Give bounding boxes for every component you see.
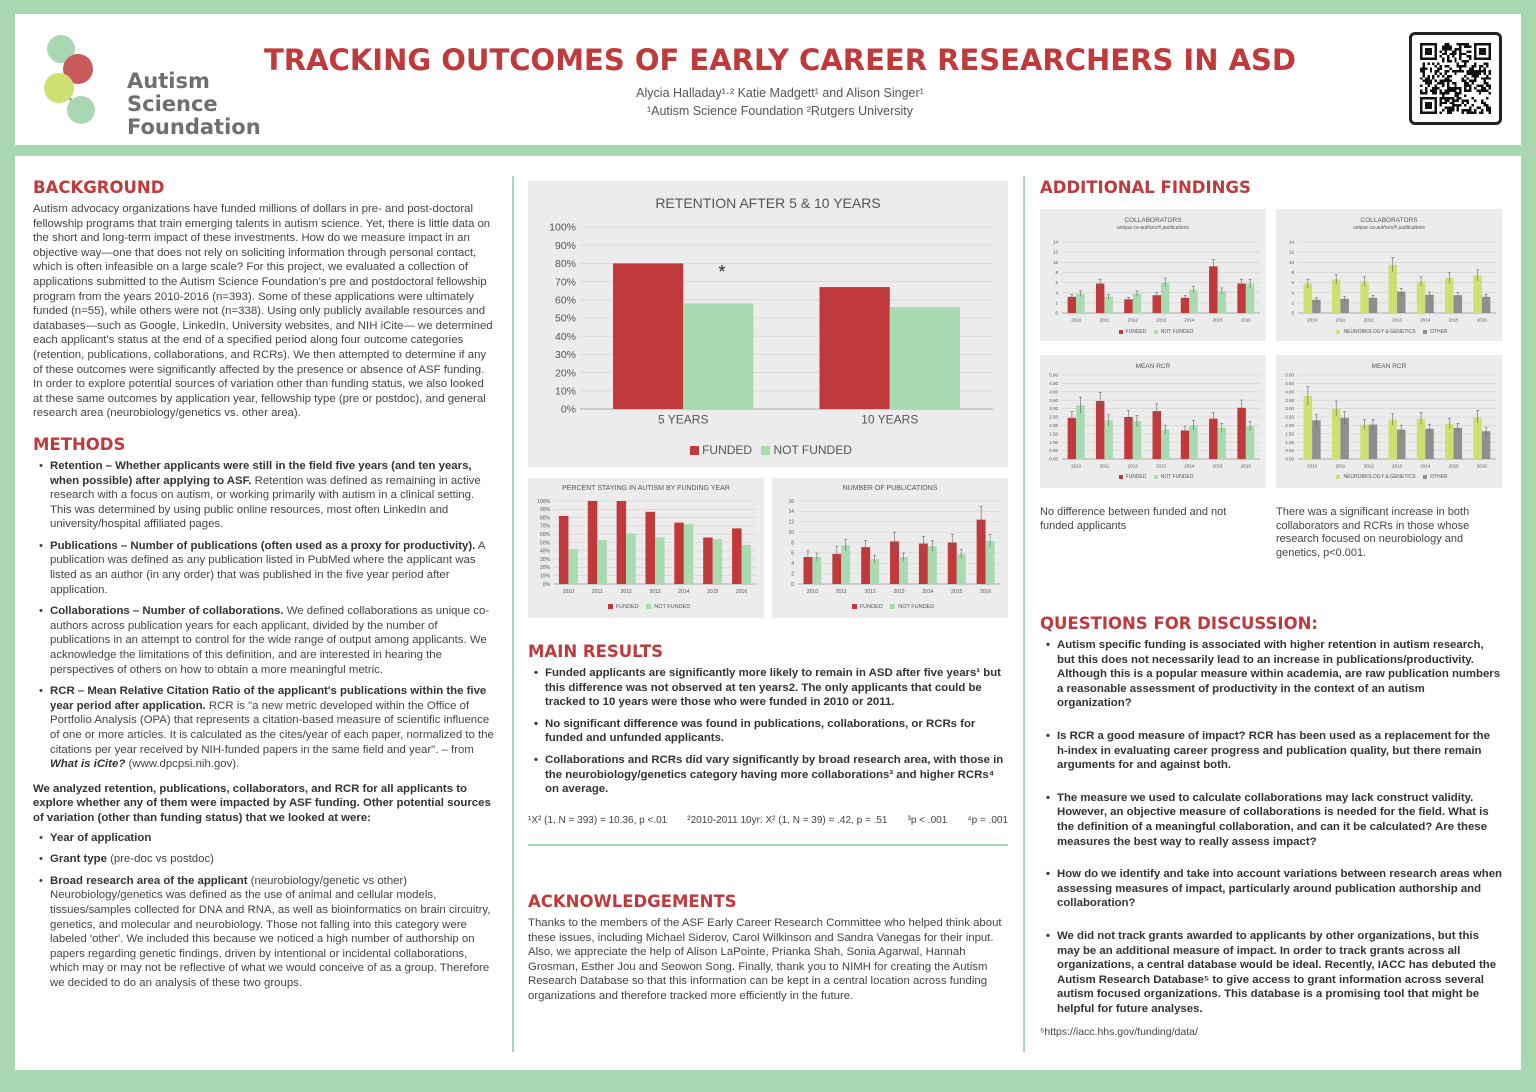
collaborators-area-chart	[1276, 209, 1502, 341]
list-item: • Funded applicants are significantly more likely to remain in ASD after five years¹ but this difference was not observed at ten years2. The only applicants that could be tracked to 10 years were those who were funded in 2010 or 2011.	[528, 666, 1008, 710]
logo-line-3: Foundation	[127, 115, 261, 139]
chart-legend	[1040, 474, 1266, 480]
y-tick-label: 100%	[537, 498, 550, 505]
header-panel	[15, 14, 1521, 145]
right-column	[1040, 156, 1502, 1070]
icite-reference: What is iCite?	[50, 758, 126, 771]
y-tick-label: 2.50	[1285, 414, 1294, 420]
x-tick-label: 2016	[1240, 463, 1251, 469]
y-tick-label: 3.00	[1049, 406, 1058, 412]
main-results-footnotes	[528, 815, 1008, 826]
bar-other-2013	[1397, 430, 1405, 459]
chart-legend	[1040, 329, 1266, 335]
y-tick-label: 2.00	[1285, 422, 1294, 428]
column-divider	[512, 176, 514, 1052]
bar-funded-2013	[1153, 411, 1161, 459]
y-tick-label: 1.00	[1285, 439, 1294, 445]
funded-swatch	[1119, 330, 1123, 334]
source-text: (neurobiology/genetic vs other) Neurobiology/genetics was defined as the use of animal and cellular models, tissues/samples collected for DNA and RNA, as well as bioinformatics on brain circuitry, genetics, and molecular and neurobiology. Those not falling into this category were labeled 'other'. We included this because we noticed a high number of authorship on papers regarding genetic findings, driven by intentional or incidental collaborations, which may or may not be reflective of what we would conceive of as a group. Therefore we decided to do an analysis of these two groups.	[50, 874, 491, 989]
x-tick-label: 2011	[591, 589, 603, 595]
chart-subtitle: unique co-authors/# publications	[1117, 225, 1189, 231]
x-tick-label: 2015	[1448, 317, 1459, 323]
collaborators-funding-chart	[1040, 209, 1266, 341]
y-tick-label: 10	[788, 529, 794, 536]
bar-not-funded-2015	[713, 539, 723, 584]
y-tick-label: 20%	[554, 367, 576, 380]
y-tick-label: 80%	[539, 515, 550, 522]
x-tick-label: 2010	[1071, 317, 1082, 323]
footnote: ³p < .001	[907, 814, 948, 826]
x-tick-label: 2013	[893, 589, 905, 595]
bar-funded-10-years	[820, 287, 890, 409]
y-tick-label: 3.50	[1049, 397, 1058, 403]
collaborators-funding-svg	[1040, 209, 1266, 341]
bar-funded-2016	[732, 528, 742, 584]
x-tick-label: 2012	[1363, 463, 1374, 469]
method-text: A publication was defined as any publication listed in PubMed where the applicant was listed as an author (in any order) that was published in the five year period after application.	[50, 539, 485, 596]
y-tick-label: 70%	[554, 276, 576, 289]
x-tick-label: 2010	[1307, 463, 1318, 469]
chart-legend	[1276, 474, 1502, 480]
list-item	[33, 831, 495, 846]
list-item	[33, 604, 495, 677]
poster-title: TRACKING OUTCOMES OF EARLY CAREER RESEARCHERS IN ASD	[264, 43, 1296, 77]
x-tick-label: 2014	[1420, 463, 1431, 469]
bar-not-funded-2010	[1076, 294, 1084, 313]
x-tick-label: 2010	[806, 589, 818, 595]
x-tick-label: 2016	[1476, 463, 1487, 469]
source-title: Year of application	[50, 831, 152, 844]
additional-findings-heading: ADDITIONAL FINDINGS	[1040, 178, 1251, 197]
y-tick-label: 12	[1288, 249, 1294, 255]
y-tick-label: 0.00	[1049, 456, 1058, 462]
y-tick-label: 2.00	[1049, 422, 1058, 428]
x-tick-label: 2012	[1363, 317, 1374, 323]
y-tick-label: 12	[788, 519, 794, 526]
y-tick-label: 8	[1291, 270, 1294, 276]
y-tick-label: 10	[1052, 259, 1058, 265]
bar-funded-2014	[674, 523, 684, 584]
bar-funded-2013	[1153, 295, 1161, 313]
not-funded-swatch	[761, 446, 770, 455]
list-item	[33, 459, 495, 532]
y-tick-label: 14	[788, 509, 794, 516]
x-tick-label: 2015	[1448, 463, 1459, 469]
y-tick-label: 50%	[539, 540, 550, 547]
bar-not-funded-2016	[1246, 284, 1254, 313]
bar-other-2011	[1340, 418, 1348, 459]
y-tick-label: 6	[791, 550, 794, 557]
legend-neuro: NEUROBIOLOGY & GENETICS	[1343, 474, 1416, 480]
y-tick-label: 60%	[554, 294, 576, 307]
bar-other-2014	[1425, 429, 1433, 459]
x-tick-label: 2014	[1184, 317, 1195, 323]
y-tick-label: 0	[1055, 310, 1058, 316]
background-text: Autism advocacy organizations have funded millions of dollars in pre- and post-doctoral fellowship programs that train emerging talents in autism science. Yet, there is little data on the short and long-term impact of these investments. How do we measure impact in an objective way—one that does not rely on soliciting information through personal contact, which is often infeasible on a large scale? For this project, we evaluated a collection of applications submitted to the Autism Science Foundation's pre and postdoctoral fellowship program from the years 2010-2016 (n=393). Some of these applications were ultimately funded (n=55), while others were not (n=338). Using only publicly available resources and databases—such as Google, LinkedIn, University websites, and NIH iCite— we determined each applicant's status at the end of a specified period along four outcome categories (retention, publications, collaborations, and RCRs). We then attempted to determine if any of these outcomes were significantly affected by the presence or absence of ASF funding. In order to explore potential sources of variation other than funding status, we also looked at these same outcomes by application year, fellowship type (pre or postdoc), and general research area (neurobiology/genetics vs. other area).	[33, 203, 493, 420]
y-tick-label: 4	[1055, 290, 1058, 296]
y-tick-label: 2.50	[1049, 414, 1058, 420]
percent-staying-svg	[528, 478, 764, 618]
significance-asterisk: *	[718, 261, 726, 282]
x-tick-label: 10 YEARS	[861, 412, 919, 427]
y-tick-label: 0	[791, 581, 794, 588]
funded-swatch	[1119, 475, 1123, 479]
x-tick-label: 2011	[1335, 463, 1346, 469]
x-tick-label: 2016	[736, 589, 748, 595]
list-item: • How do we identify and take into account variations between research areas when assessing measures of impact, particularly around publication authorship and collaboration?	[1040, 867, 1502, 911]
body-panel	[15, 156, 1521, 1070]
list-item	[33, 539, 495, 597]
y-tick-label: 0%	[560, 403, 576, 416]
y-tick-label: 0.50	[1049, 448, 1058, 454]
legend-not-funded: NOT FUNDED	[898, 604, 935, 610]
list-item: • Autism specific funding is associated with higher retention in autism research, but this does not necessarily lead to an increase in publications/productivity. Although this is a popular measure within academia, are raw publication numbers a reasonable assessment of productivity in the context of an autism organization?	[1040, 638, 1502, 711]
x-tick-label: 2010	[562, 589, 574, 595]
footnote: ⁴p = .001	[967, 814, 1008, 826]
x-tick-label: 2016	[980, 589, 992, 595]
sources-list	[33, 831, 495, 991]
middle-column	[528, 156, 1008, 1070]
x-tick-label: 2014	[1420, 317, 1431, 323]
y-tick-label: 6	[1055, 280, 1058, 286]
questions-list	[1040, 638, 1502, 1016]
y-tick-label: 100%	[549, 221, 576, 234]
bar-neurobiology-genetics-2013	[1389, 265, 1397, 313]
y-tick-label: 1.50	[1285, 431, 1294, 437]
bar-funded-2011	[588, 501, 598, 584]
y-tick-label: 6	[1291, 280, 1294, 286]
bar-other-2013	[1397, 292, 1405, 313]
note-significant-increase: There was a significant increase in both collaborators and RCRs in those whose research focused on neurobiology and genetics, p<0.001.	[1276, 506, 1470, 559]
retention-chart	[528, 181, 1008, 467]
method-text: RCR is "a new metric developed within the Office of Portfolio Analysis (OPA) that represents a citation-based measure of scientific influence of one or more articles. It is calculated as the cites/year of each paper, normalized to the citations per year received by NIH-funded papers in the same field and year". – from	[50, 699, 494, 756]
legend-not-funded: NOT FUNDED	[1160, 329, 1194, 335]
y-tick-label: 3.00	[1285, 406, 1294, 412]
main-results-heading: MAIN RESULTS	[528, 642, 664, 661]
y-tick-label: 0.00	[1285, 456, 1294, 462]
legend-funded: FUNDED	[1125, 474, 1147, 480]
bar-not-funded-2016	[742, 545, 752, 584]
y-tick-label: 2	[1055, 300, 1058, 306]
note-no-difference: No difference between funded and not funded applicants	[1040, 506, 1227, 532]
x-tick-label: 2011	[835, 589, 847, 595]
chart-title: PERCENT STAYING IN AUTISM BY FUNDING YEAR	[562, 485, 730, 492]
list-item: • Collaborations and RCRs did vary significantly by broad research area, with those in the neurobiology/genetics category having more collaborations³ and higher RCRs⁴ on average.	[528, 753, 1008, 797]
x-tick-label: 2015	[951, 589, 963, 595]
bar-not-funded-5-years	[683, 303, 753, 409]
chart-title: MEAN RCR	[1135, 363, 1171, 370]
not-funded-swatch	[1154, 330, 1158, 334]
qr-code-icon[interactable]	[1409, 32, 1502, 125]
rcr-funding-chart	[1040, 355, 1266, 488]
bar-funded-2010	[1068, 297, 1076, 313]
y-tick-label: 5.00	[1285, 372, 1294, 378]
x-tick-label: 2013	[1155, 463, 1167, 469]
y-tick-label: 4.00	[1049, 389, 1058, 395]
bar-funded-2012	[617, 501, 627, 584]
chart-subtitle: unique co-authors/# publications	[1353, 225, 1425, 231]
bar-not-funded-10-years	[890, 307, 960, 409]
questions-section	[1040, 614, 1502, 1038]
chart-title: NUMBER OF PUBLICATIONS	[842, 485, 938, 492]
legend-other: OTHER	[1430, 474, 1448, 480]
x-tick-label: 2012	[864, 589, 876, 595]
other-swatch	[1423, 475, 1427, 479]
legend-not-funded: NOT FUNDED	[1160, 474, 1194, 480]
x-tick-label: 2013	[1391, 463, 1403, 469]
y-tick-label: 0	[1291, 310, 1294, 316]
legend-funded: FUNDED	[615, 604, 639, 610]
y-tick-label: 4.00	[1285, 389, 1294, 395]
methods-heading: METHODS	[33, 434, 126, 454]
other-swatch	[1423, 330, 1427, 334]
y-tick-label: 14	[1288, 239, 1294, 245]
x-tick-label: 2014	[678, 589, 690, 595]
y-tick-label: 8	[791, 540, 794, 547]
chart-title: COLLABORATORS	[1124, 217, 1182, 224]
bar-funded-2016	[1237, 284, 1245, 313]
y-tick-label: 60%	[539, 531, 550, 538]
bar-not-funded-2012	[1133, 294, 1141, 313]
main-results-list	[528, 666, 1008, 797]
method-title: Retention – Whether applicants were still in the field five years (and ten years, when possible) after applying to ASF.	[50, 459, 472, 487]
source-title: Broad research area of the applicant	[50, 874, 248, 887]
rcr-funding-svg	[1040, 355, 1266, 488]
method-text-tail: (www.dpcpsi.nih.gov).	[125, 758, 240, 771]
acknowledgements-section	[528, 892, 1008, 1004]
y-tick-label: 30%	[554, 349, 576, 362]
y-tick-label: 20%	[539, 565, 550, 572]
bar-neurobiology-genetics-2011	[1332, 409, 1340, 459]
bar-not-funded-2013	[655, 538, 665, 584]
section-divider	[528, 844, 1008, 846]
legend-funded: FUNDED	[1125, 329, 1147, 335]
y-tick-label: 90%	[554, 239, 576, 252]
not-funded-swatch	[1154, 475, 1158, 479]
list-item: • No significant difference was found in publications, collaborations, or RCRs for funded and unfunded applicants.	[528, 717, 1008, 746]
bar-not-funded-2011	[597, 540, 607, 584]
publications-svg	[772, 478, 1008, 618]
y-tick-label: 10	[1288, 259, 1294, 265]
method-text: Retention was defined as remaining in active research with a focus on autism, or working primarily with autism in a clinical setting. This was determined by using public online resources, most often LinkedIn and university/hospital affiliated pages.	[50, 474, 481, 531]
legend-not-funded: NOT FUNDED	[773, 443, 852, 457]
rcr-area-svg	[1276, 355, 1502, 488]
bar-funded-5-years	[613, 263, 683, 409]
method-text: We defined collaborations as unique co-authors across publication years for each applicant, divided by the number of publications in an attempt to control for the wide range of output among applicants. We acknowledge the limitations of this definition, and are interested in hearing the perspectives of others on how to obtain a more meaningful metric.	[50, 605, 490, 676]
collaborators-area-svg	[1276, 209, 1502, 341]
legend-neuro: NEUROBIOLOGY & GENETICS	[1343, 329, 1416, 335]
bar-funded-2015	[703, 538, 713, 584]
y-tick-label: 90%	[539, 507, 550, 514]
logo-circles-icon	[41, 32, 121, 132]
x-tick-label: 5 YEARS	[658, 412, 709, 427]
method-title: RCR – Mean Relative Citation Ratio of the applicant's publications within the five year period after application.	[50, 685, 487, 712]
y-tick-label: 5.00	[1049, 372, 1058, 378]
bar-funded-2010	[1068, 418, 1076, 459]
percent-staying-chart	[528, 478, 764, 618]
x-tick-label: 2013	[649, 589, 661, 595]
x-tick-label: 2013	[1155, 317, 1167, 323]
x-tick-label: 2012	[1127, 317, 1138, 323]
method-title: Collaborations – Number of collaborations.	[50, 605, 284, 618]
logo-line-1: Autism	[127, 69, 210, 93]
authors: Alycia Halladay¹·² Katie Madgett¹ and Alison Singer¹	[636, 86, 924, 100]
asf-logo	[41, 32, 261, 139]
y-tick-label: 30%	[539, 556, 550, 563]
bar-funded-2011	[1096, 284, 1104, 313]
x-tick-label: 2015	[707, 589, 719, 595]
list-item: • We did not track grants awarded to applicants by other organizations, but this may be an additional measure of impact. In order to track grants across all organizations, a central database would be ideal. Recently, IACC has debuted the Autism Research Database⁵ to give access to grant information across several autism focused organizations. This database is a promising tool that might be helpful for future analyses.	[1040, 929, 1502, 1017]
bar-not-funded-2013	[1161, 430, 1169, 459]
neuro-swatch	[1336, 330, 1340, 334]
bar-neurobiology-genetics-2010	[1304, 284, 1312, 313]
footnote: ¹X² (1, N = 393) = 10.36, p <.01	[528, 814, 668, 826]
y-tick-label: 40%	[539, 548, 550, 555]
y-tick-label: 0%	[542, 581, 550, 588]
left-column	[33, 178, 495, 1092]
source-text: (pre-doc vs postdoc)	[106, 853, 214, 866]
y-tick-label: 10%	[539, 573, 550, 580]
acknowledgements-heading: ACKNOWLEDGEMENTS	[528, 892, 737, 911]
list-item: • The measure we used to calculate collaborations may lack construct validity. However, an objective measure of collaborations is needed for the field. What is the definition of a meaningful collaboration, and can it be calculated? Are these measures the best way to really assess impact?	[1040, 791, 1502, 849]
chart-title: RETENTION AFTER 5 & 10 YEARS	[655, 195, 881, 211]
bar-other-2016	[1482, 297, 1490, 313]
x-tick-label: 2016	[1240, 317, 1251, 323]
bar-neurobiology-genetics-2010	[1304, 396, 1312, 459]
bar-neurobiology-genetics-2012	[1360, 425, 1368, 459]
main-results-section	[528, 642, 1008, 846]
chart-legend	[772, 604, 1008, 610]
y-tick-label: 4.50	[1049, 380, 1058, 386]
bar-not-funded-2011	[1104, 297, 1112, 313]
affiliations: ¹Autism Science Foundation ²Rutgers University	[646, 104, 914, 118]
x-tick-label: 2010	[1071, 463, 1082, 469]
bar-not-funded-2014	[684, 524, 694, 584]
x-tick-label: 2015	[1212, 463, 1223, 469]
x-tick-label: 2011	[1099, 463, 1110, 469]
y-tick-label: 40%	[554, 330, 576, 343]
list-item	[33, 874, 495, 991]
chart-title: COLLABORATORS	[1360, 217, 1418, 224]
background-heading: BACKGROUND	[33, 178, 165, 197]
analyzed-text: We analyzed retention, publications, collaborators, and RCR for all applicants to explore whether any of them were impacted by ASF funding. Other potential sources of variation (other than funding status) that we looked at were:	[33, 782, 491, 824]
bar-funded-2011	[1096, 401, 1104, 459]
footnote: ²2010-2011 10yr: X² (1, N = 39) = .42, p = .51	[687, 814, 888, 826]
method-title: Publications – Number of publications (often used as a proxy for productivity).	[50, 539, 476, 552]
bar-funded-2016	[1237, 408, 1245, 459]
column-divider	[1023, 176, 1025, 1052]
bar-other-2012	[1369, 425, 1377, 459]
y-tick-label: 50%	[554, 312, 576, 325]
y-tick-label: 80%	[554, 258, 576, 271]
funded-swatch	[852, 604, 857, 609]
logo-wordmark	[127, 69, 261, 139]
not-funded-swatch	[646, 604, 651, 609]
list-item	[33, 852, 495, 867]
x-tick-label: 2014	[1184, 463, 1195, 469]
y-tick-label: 14	[1052, 239, 1058, 245]
chart-legend	[528, 443, 1008, 457]
y-tick-label: 3.50	[1285, 397, 1294, 403]
y-tick-label: 0.50	[1285, 448, 1294, 454]
y-tick-label: 4.50	[1285, 380, 1294, 386]
list-item: • Is RCR a good measure of impact? RCR has been used as a replacement for the h-index in evaluating career progress and publication quality, but there remain arguments for and against both.	[1040, 729, 1502, 773]
x-tick-label: 2016	[1476, 317, 1487, 323]
x-tick-label: 2012	[620, 589, 632, 595]
chart-legend	[528, 604, 764, 610]
legend-funded: FUNDED	[859, 604, 883, 610]
legend-funded: FUNDED	[702, 443, 753, 457]
acknowledgements-text: Thanks to the members of the ASF Early Career Research Committee who helped think about these issues, including Michael Siderov, Carol Wilkinson and Sandra Vanegas for their input. Also, we appreciate the help of Alison LaPointe, Prianka Shah, Sonia Agarwal, Hannah Grosman, Esther Jou and Seowon Song. Finally, thank you to NIMH for creating the Autism Research Database so that this information can be kept in a central location across funding organizations and therefore tracked more efficiently in the future.	[528, 917, 1002, 1002]
x-tick-label: 2011	[1335, 317, 1346, 323]
retention-chart-svg	[528, 181, 1008, 467]
bar-funded-2010	[559, 516, 569, 584]
bar-not-funded-2010	[812, 557, 821, 584]
x-tick-label: 2014	[922, 589, 934, 595]
y-tick-label: 1.50	[1049, 431, 1058, 437]
rcr-area-chart	[1276, 355, 1502, 488]
publications-chart	[772, 478, 1008, 618]
x-tick-label: 2010	[1307, 317, 1318, 323]
y-tick-label: 1.00	[1049, 439, 1058, 445]
bar-funded-2013	[645, 512, 655, 584]
y-tick-label: 16	[788, 498, 794, 505]
bar-not-funded-2010	[568, 549, 578, 584]
y-tick-label: 8	[1055, 270, 1058, 276]
legend-not-funded: NOT FUNDED	[654, 604, 691, 610]
source-title: Grant type	[50, 853, 107, 866]
x-tick-label: 2012	[1127, 463, 1138, 469]
y-tick-label: 4	[1291, 290, 1294, 296]
bar-not-funded-2012	[626, 533, 636, 584]
chart-title: MEAN RCR	[1371, 363, 1407, 370]
x-tick-label: 2015	[1212, 317, 1223, 323]
funded-swatch	[608, 604, 613, 609]
funded-swatch	[690, 446, 699, 455]
y-tick-label: 12	[1052, 249, 1058, 255]
bar-not-funded-2013	[899, 557, 908, 584]
bar-other-2015	[1454, 295, 1462, 313]
logo-line-2: Science	[127, 92, 218, 116]
legend-other: OTHER	[1430, 329, 1448, 335]
list-item	[33, 684, 495, 772]
y-tick-label: 10%	[554, 385, 576, 398]
questions-footnote: ⁵https://iacc.hhs.gov/funding/data/	[1040, 1026, 1198, 1039]
y-tick-label: 70%	[539, 523, 550, 530]
neuro-swatch	[1336, 475, 1340, 479]
x-tick-label: 2011	[1099, 317, 1110, 323]
x-tick-label: 2013	[1391, 317, 1403, 323]
questions-heading: QUESTIONS FOR DISCUSSION:	[1040, 614, 1319, 633]
bar-other-2014	[1425, 295, 1433, 313]
y-tick-label: 4	[791, 561, 794, 567]
y-tick-label: 2	[1291, 300, 1294, 306]
methods-list	[33, 459, 495, 772]
not-funded-swatch	[890, 604, 895, 609]
chart-legend	[1276, 329, 1502, 335]
y-tick-label: 2	[791, 571, 794, 578]
